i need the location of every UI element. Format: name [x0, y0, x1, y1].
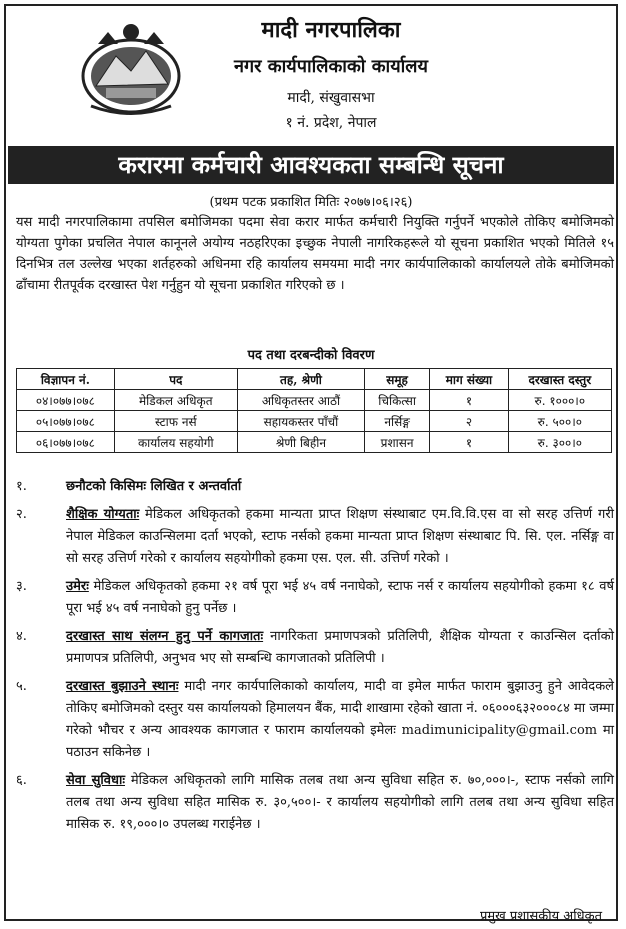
item-label: सेवा सुविधाः	[66, 773, 126, 788]
conditions-list	[16, 476, 614, 842]
list-item	[16, 626, 614, 670]
table-cell: प्रशासन	[365, 432, 430, 453]
notice-title-banner: करारमा कर्मचारी आवश्यकता सम्बन्धि सूचना	[8, 146, 614, 184]
item-number: ३.	[16, 579, 27, 594]
nepal-emblem-icon	[76, 16, 186, 116]
item-text: मेडिकल अधिकृतको हकमा मान्यता प्राप्त शिक्षण संस्थाबाट एम.वि.वि.एस वा सो सरह उत्तिर्ण गरी नेपाल मेडिकल काउन्सिलमा दर्ता भएको, स्टाफ नर्सको हकमा मान्यता प्राप्त शिक्षण संस्थाबाट पि. सि. एल. नर्सिङ्ग वा सो सरह उत्तिर्ण गरेको र कार्यालय सहयोगीको हकमा एस. एल. सी. उत्तिर्ण गरेको ।	[66, 507, 614, 566]
table-cell: १	[430, 432, 508, 453]
header-cell: दरखास्त दस्तुर	[508, 369, 611, 390]
table-cell: रु. १०००।०	[508, 390, 611, 411]
published-date: (प्रथम पटक प्रकाशित मितिः २०७७।०६।२६)	[209, 195, 413, 210]
list-item	[16, 476, 614, 498]
table-header-row	[17, 369, 612, 390]
item-number: १.	[16, 479, 27, 494]
item-label: शैक्षिक योग्यताः	[66, 507, 140, 522]
intro-paragraph: यस मादी नगरपालिकामा तपसिल बमोजिमका पदमा सेवा करार मार्फत कर्मचारी नियुक्ति गर्नुपर्ने भएकोले तोकिए बमोजिमको योग्यता पुगेका प्रचलित नेपाल कानूनले अयोग्य नठहरिएका इच्छुक नेपाली नागरिकहरूले यो सूचना प्रकाशित भएको मितिले १५ दिनभित्र तल उल्लेख भएका शर्तहरुको अधिनमा रहि कार्यालय समयमा मादी नगर कार्यपालिकाको कार्यालयले तोके बमोजिमको ढाँचामा रीतपूर्वक दरखास्त पेश गर्नुहुन यो सूचना प्रकाशित गरिएको छ ।	[16, 215, 614, 293]
list-item	[16, 576, 614, 620]
header-cell: पद	[114, 369, 237, 390]
table-row	[17, 411, 612, 432]
vacancy-table	[16, 368, 612, 453]
item-number: ४.	[16, 629, 27, 644]
item-label: छनौटको किसिमः लिखित र अन्तर्वार्ता	[66, 479, 242, 494]
item-label: उमेरः	[66, 579, 89, 594]
address-line-2: १ नं. प्रदेश, नेपाल	[285, 115, 377, 131]
table-cell: ०६।०७७।०७८	[17, 432, 115, 453]
list-item	[16, 770, 614, 836]
header-cell: तह, श्रेणी	[237, 369, 364, 390]
item-text: मेडिकल अधिकृतको लागि मासिक तलब तथा अन्य सुविधा सहित रु. ७०,०००।-, स्टाफ नर्सको लागि तलब तथा अन्य सुविधा सहित मासिक रु. ३०,५००।- र कार्यालय सहयोगीको लागि तलब तथा अन्य सुविधा सहित मासिक रु. १९,०००।० उपलब्ध गराईनेछ ।	[66, 773, 614, 832]
table-cell: मेडिकल अधिकृत	[114, 390, 237, 411]
table-cell: कार्यालय सहयोगी	[114, 432, 237, 453]
table-cell: सहायकस्तर पाँचौं	[237, 411, 364, 432]
table-row	[17, 432, 612, 453]
list-item	[16, 504, 614, 570]
item-label: दरखास्त बुझाउने स्थानः	[66, 679, 179, 694]
table-cell: नर्सिङ्ग	[365, 411, 430, 432]
list-item	[16, 676, 614, 764]
header	[6, 6, 616, 146]
table-cell: २	[430, 411, 508, 432]
item-text: मेडिकल अधिकृतको हकमा २१ वर्ष पूरा भई ४५ वर्ष ननाघेको, स्टाफ नर्स र कार्यालय सहयोगीको हकमा १८ वर्ष पूरा भई ४५ वर्ष ननाघेको हुनु पर्नेछ ।	[66, 579, 614, 616]
header-cell: विज्ञापन नं.	[17, 369, 115, 390]
signature-title: प्रमुख प्रशासकीय अधिकृत	[479, 909, 602, 924]
table-cell: ०४।०७७।०७८	[17, 390, 115, 411]
org-name: मादी नगरपालिका	[261, 17, 401, 43]
table-cell: श्रेणी बिहीन	[237, 432, 364, 453]
header-cell: समूह	[365, 369, 430, 390]
item-label: दरखास्त साथ संलग्न हुनु पर्ने कागजातः	[66, 629, 264, 644]
notice-frame	[4, 4, 618, 924]
table-cell: स्टाफ नर्स	[114, 411, 237, 432]
table-cell: ०५।०७७।०७८	[17, 411, 115, 432]
item-number: ५.	[16, 679, 27, 694]
item-number: २.	[16, 507, 27, 522]
table-cell: रु. ५००।०	[508, 411, 611, 432]
office-name: नगर कार्यपालिकाको कार्यालय	[234, 56, 428, 77]
header-cell: माग संख्या	[430, 369, 508, 390]
table-cell: चिकित्सा	[365, 390, 430, 411]
table-cell: अधिकृतस्तर आठौं	[237, 390, 364, 411]
item-number: ६.	[16, 773, 27, 788]
item-text: मादी नगर कार्यपालिकाको कार्यालय, मादी वा इमेल मार्फत फाराम बुझाउनु हुने आवेदकले तोकिए बमोजिमको दस्तुर यस कार्यालयको हिमालयन बैंक, मादी शाखामा रहेको खाता नं. ०६०००६३२०००८४ मा जम्मा गरेको भौचर र अन्य आवश्यक कागजात र फाराम कार्यालयको इमेलः madimunicipality@gmail.com मा पठाउन सकिनेछ ।	[66, 679, 614, 760]
address-line-1: मादी, संखुवासभा	[287, 90, 375, 106]
item-text: नागरिकता प्रमाणपत्रको प्रतिलिपी, शैक्षिक योग्यता र काउन्सिल दर्ताको प्रमाणपत्र प्रतिलिपी, अनुभव भए सो सम्बन्धि कागजातको प्रतिलिपी ।	[66, 629, 615, 666]
table-row	[17, 390, 612, 411]
org-block	[181, 14, 481, 132]
table-cell: १	[430, 390, 508, 411]
table-title: पद तथा दरबन्दीको विवरण	[247, 348, 375, 363]
table-cell: रु. ३००।०	[508, 432, 611, 453]
